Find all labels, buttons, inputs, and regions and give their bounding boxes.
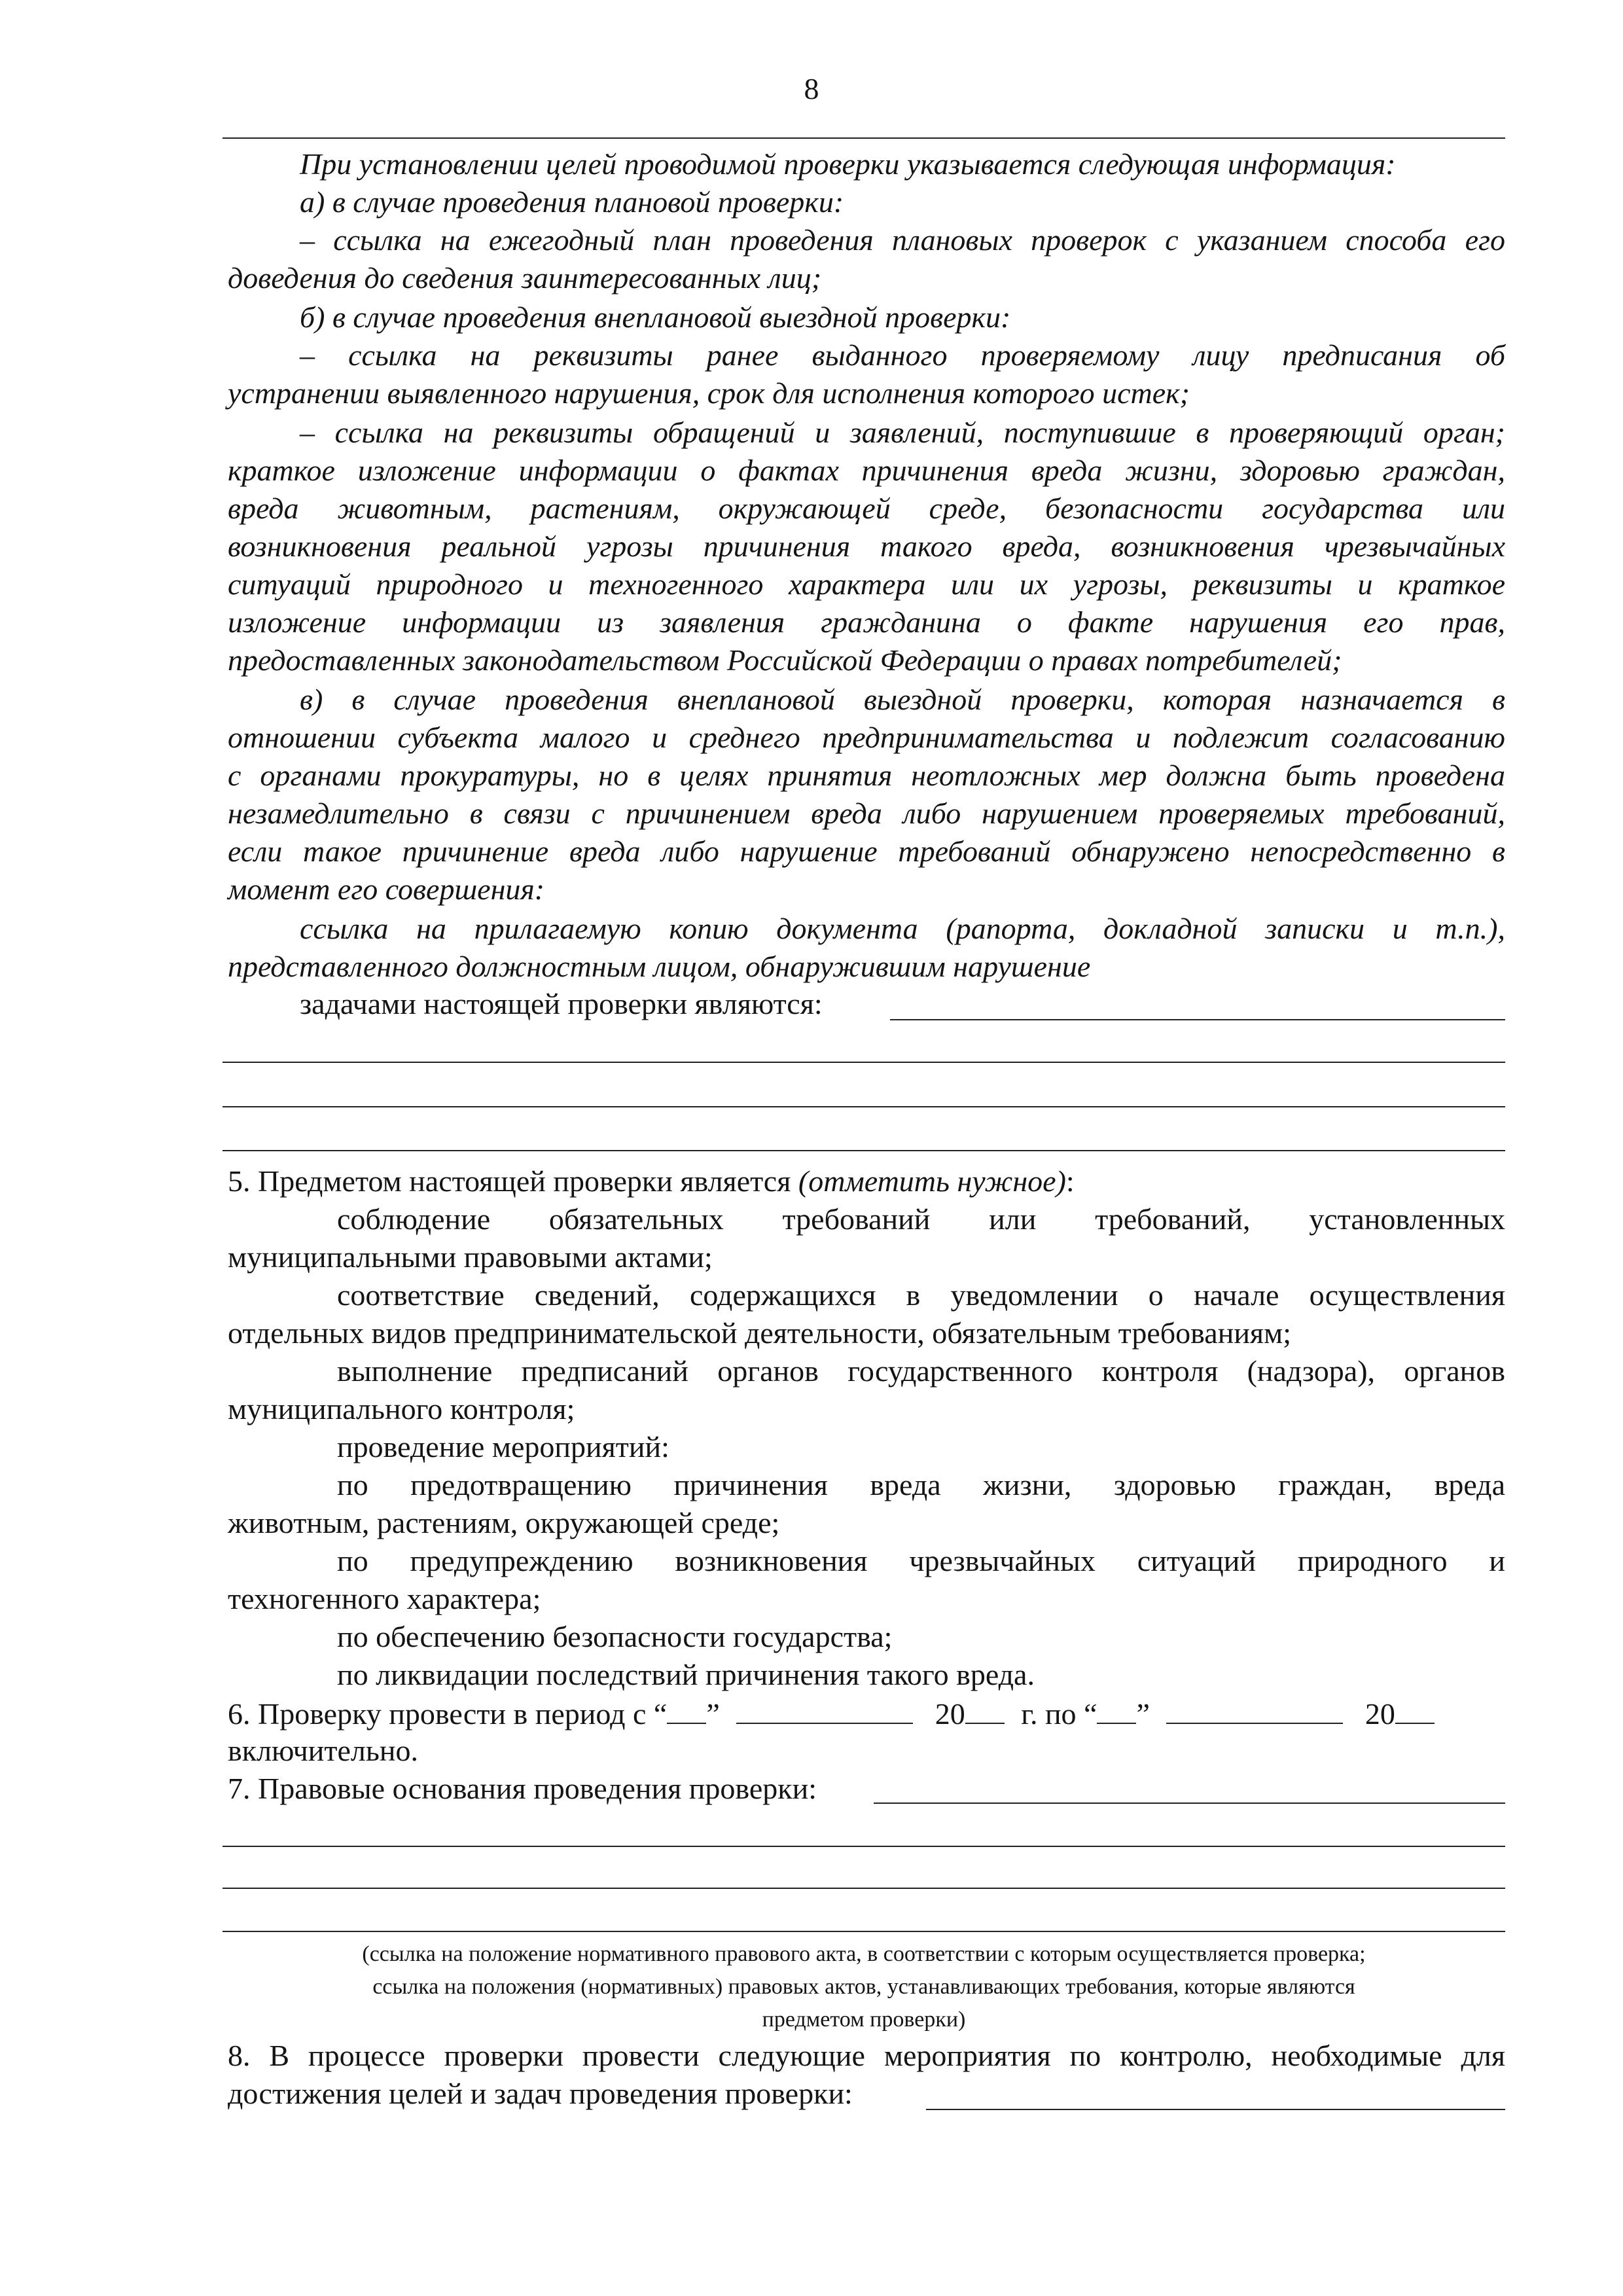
section5-title-text: 5. Предметом настоящей проверки является xyxy=(228,1164,798,1198)
intro-c-line-3: с органами прокуратуры, но в целях принятия неотложных мер должна быть проведена xyxy=(228,759,1505,792)
intro-a-item-line-1: – ссылка на ежегодный план проведения плановых проверок с указанием способа его xyxy=(300,223,1505,257)
intro-b2-line-7: предоставленных законодательством Российской Федерации о правах потребителей; xyxy=(228,643,1342,677)
section8-line-2: достижения целей и задач проведения проверки: xyxy=(228,2077,853,2110)
section6-end-day-field[interactable] xyxy=(1097,1694,1136,1724)
section5-item4b-line-1[interactable]: по предупреждению возникновения чрезвычайных ситуаций природного и xyxy=(337,1544,1505,1577)
section7-note-line-2: ссылка на положения (нормативных) правовых актов, устанавливающих требования, которые являются xyxy=(372,1975,1355,1999)
page-number: 8 xyxy=(804,72,819,105)
section7-note-line-1: (ссылка на положение нормативного правового акта, в соответствии с которым осуществляется проверка; xyxy=(362,1942,1366,1966)
section5-item4a-line-2: животным, растениям, окружающей среде; xyxy=(228,1506,780,1539)
section6-end-year-prefix: 20 xyxy=(1364,1697,1395,1731)
section7-input-line-3[interactable] xyxy=(223,1888,1505,1889)
intro-b-label: б) в случае проведения внеплановой выездной проверки: xyxy=(300,300,1011,334)
tasks-input-line-3[interactable] xyxy=(223,1106,1505,1107)
tasks-input-line-2[interactable] xyxy=(223,1062,1505,1063)
section7-input-line-2[interactable] xyxy=(223,1846,1505,1847)
section5-title xyxy=(228,1162,1075,1200)
section5-item4a-line-1[interactable]: по предотвращению причинения вреда жизни, здоровью граждан, вреда xyxy=(337,1468,1505,1501)
section5-item4[interactable]: проведение мероприятий: xyxy=(337,1430,669,1463)
section6-period-line xyxy=(228,1694,1435,1733)
section5-title-colon: : xyxy=(1065,1164,1075,1198)
section7-input-line-4[interactable] xyxy=(223,1931,1505,1932)
intro-a-label: а) в случае проведения плановой проверки: xyxy=(300,185,844,219)
intro-heading: При установлении целей проводимой проверки указывается следующая информация: xyxy=(300,147,1396,181)
section8-line-1: 8. В процессе проверки провести следующие мероприятия по контролю, необходимые для xyxy=(228,2039,1505,2072)
section6-start-day-field[interactable] xyxy=(667,1694,706,1724)
intro-b2-line-6: изложение информации из заявления гражданина о факте нарушения его прав, xyxy=(228,605,1505,639)
intro-c-line-5: если такое причинение вреда либо нарушение требований обнаружено непосредственно в xyxy=(228,834,1505,868)
tasks-label: задачами настоящей проверки являются: xyxy=(300,987,823,1020)
section7-input-line-1[interactable] xyxy=(874,1803,1505,1804)
intro-b2-line-4: возникновения реальной угрозы причинения такого вреда, возникновения чрезвычайных xyxy=(228,529,1505,563)
intro-b2-line-1: – ссылка на реквизиты обращений и заявлений, поступившие в проверяющий орган; xyxy=(300,416,1505,449)
section8-input-line-1[interactable] xyxy=(926,2109,1505,2110)
section5-item1-line-1[interactable]: соблюдение обязательных требований или требований, установленных xyxy=(337,1202,1505,1236)
intro-b1-line-1: – ссылка на реквизиты ранее выданного проверяемому лицу предписания об xyxy=(300,338,1505,372)
section5-item4d[interactable]: по ликвидации последствий причинения такого вреда. xyxy=(337,1658,1035,1691)
section6-open-quote-2: “ xyxy=(1084,1697,1097,1731)
intro-b2-line-2: краткое изложение информации о фактах причинения вреда жизни, здоровью граждан, xyxy=(228,454,1505,487)
intro-b1-line-2: устранении выявленного нарушения, срок для исполнения которого истек; xyxy=(228,376,1190,410)
section5-item3-line-1[interactable]: выполнение предписаний органов государственного контроля (надзора), органов xyxy=(337,1354,1505,1388)
intro-a-item-line-2: доведения до сведения заинтересованных лиц; xyxy=(228,261,822,295)
section6-start-year-field[interactable] xyxy=(965,1694,1005,1724)
section6-start-month-field[interactable] xyxy=(736,1694,913,1724)
intro-c-ref-line-2: представленного должностным лицом, обнаружившим нарушение xyxy=(228,950,1091,983)
section6-prefix: 6. Проверку провести в период с xyxy=(228,1697,647,1731)
section6-open-quote-1: “ xyxy=(653,1697,668,1731)
section7-note-line-3: предметом проверки) xyxy=(762,2007,966,2032)
section6-end-month-field[interactable] xyxy=(1166,1694,1343,1724)
header-rule xyxy=(223,137,1505,139)
section5-item1-line-2: муниципальными правовыми актами; xyxy=(228,1240,713,1274)
section5-item2-line-2: отдельных видов предпринимательской деятельности, обязательным требованиям; xyxy=(228,1316,1291,1350)
intro-c-line-1: в) в случае проведения внеплановой выездной проверки, которая назначается в xyxy=(300,683,1505,716)
section6-start-year-prefix: 20 xyxy=(935,1697,965,1731)
intro-b2-line-5: ситуаций природного и техногенного характера или их угрозы, реквизиты и краткое xyxy=(228,567,1505,601)
intro-b2-line-3: вреда животным, растениям, окружающей среде, безопасности государства или xyxy=(228,492,1505,525)
intro-c-line-2: отношении субъекта малого и среднего предпринимательства и подлежит согласованию xyxy=(228,721,1505,754)
section5-item4c[interactable]: по обеспечению безопасности государства; xyxy=(337,1620,893,1653)
intro-c-ref-line-1: ссылка на прилагаемую копию документа (рапорта, докладной записки и т.п.), xyxy=(300,912,1505,945)
intro-c-line-6: момент его совершения: xyxy=(228,872,545,906)
section6-close-quote-1: ” xyxy=(706,1697,720,1731)
tasks-input-line-1[interactable] xyxy=(890,1019,1505,1020)
section5-item4b-line-2: техногенного характера; xyxy=(228,1582,541,1615)
section6-year-suffix: г. по xyxy=(1021,1697,1077,1731)
section6-end-word: включительно. xyxy=(228,1734,418,1767)
section5-item3-line-2: муниципального контроля; xyxy=(228,1392,575,1426)
section5-title-note: (отметить нужное) xyxy=(798,1164,1066,1198)
section7-label: 7. Правовые основания проведения проверки: xyxy=(228,1772,817,1805)
intro-c-line-4: незамедлительно в связи с причинением вреда либо нарушением проверяемых требований, xyxy=(228,797,1505,830)
tasks-input-line-4[interactable] xyxy=(223,1150,1505,1151)
section6-close-quote-2: ” xyxy=(1136,1697,1150,1731)
section5-item2-line-1[interactable]: соответствие сведений, содержащихся в уведомлении о начале осуществления xyxy=(337,1278,1505,1312)
section6-end-year-field[interactable] xyxy=(1395,1694,1435,1724)
